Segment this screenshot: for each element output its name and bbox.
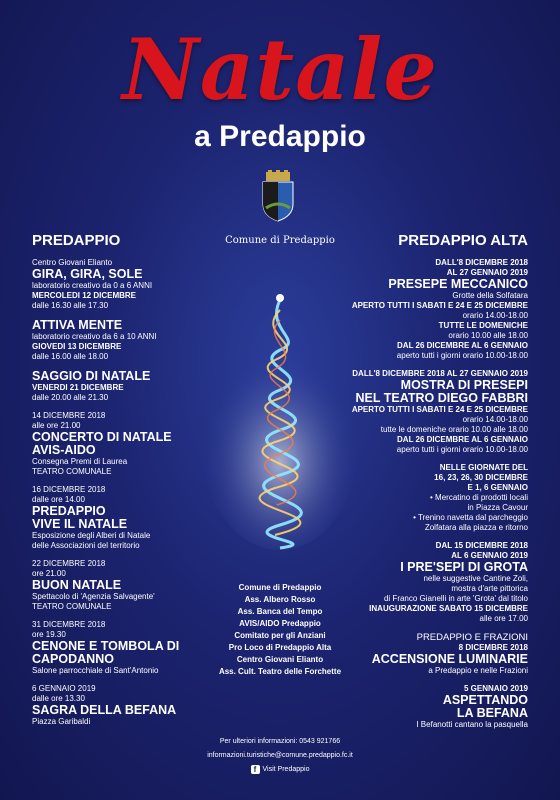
event-schedule: orario 14.00-18.00 [462,415,528,424]
event-schedule: APERTO TUTTI I SABATI E 24 E 25 DICEMBRE [351,301,528,310]
event-time: dalle 16.00 alle 18.00 [32,352,109,361]
event-detail: Esposizione degli Alberi di Natale [32,531,151,540]
event-title: MOSTRA DI PRESEPI [400,378,528,392]
event-day: MERCOLEDI 12 DICEMBRE [32,291,137,300]
event-title: ATTIVA MENTE [32,318,123,332]
right-column-heading: PREDAPPIO ALTA [398,232,528,249]
event-item [318,463,528,533]
event-title: LA BEFANA [456,706,528,720]
event-date: DAL 15 DICEMBRE 2018 [435,541,528,550]
event-detail: laboratorio creativo da 0 a 6 ANNI [32,281,153,290]
event-schedule: in Piazza Cavour [467,503,528,512]
poster-subtitle: a Predappio [194,120,366,153]
event-item [32,684,232,727]
event-date: 16 DICEMBRE 2018 [32,485,106,494]
event-date: NELLE GIORNATE DEL [439,463,528,472]
event-item [32,485,232,551]
info-footer [0,735,560,777]
event-date: 22 DICEMBRE 2018 [32,559,106,568]
event-title: BUON NATALE [32,578,122,592]
event-title: CONCERTO DI NATALE [32,430,172,444]
event-detail: delle Associazioni del territorio [32,541,140,550]
event-title: CENONE E TOMBOLA DI [32,639,180,653]
event-day: GIOVEDI 13 DICEMBRE [32,342,122,351]
town-crest-icon [258,170,298,222]
event-schedule: aperto tutti i giorni orario 10.00-18.00 [396,351,528,360]
facebook-label: Visit Predappio [262,766,310,773]
facebook-icon: f [251,765,260,774]
event-date: DALL'8 DICEMBRE 2018 AL 27 GENNAIO 2019 [352,369,528,378]
event-title: GIRA, GIRA, SOLE [32,267,143,281]
left-column-heading: PREDAPPIO [32,232,121,249]
event-date: 5 GENNAIO 2019 [463,684,528,693]
event-date: alle ore 21.00 [32,421,81,430]
event-title: PREDAPPIO [32,504,106,518]
organizer-name: Ass. Banca del Tempo [237,607,323,616]
event-date: DALL'8 DICEMBRE 2018 [435,258,528,267]
event-date: E 1, 6 GENNAIO [467,483,528,492]
event-date: AL 27 GENNAIO 2019 [446,268,528,277]
event-date: dalle ore 13.30 [32,694,85,703]
event-item [318,258,528,361]
event-day: VENERDI 21 DICEMBRE [32,383,124,392]
event-schedule: orario 14.00-18.00 [462,311,528,320]
event-date: ore 21.00 [32,569,66,578]
event-schedule: nelle suggestive Cantine Zoli, [423,574,528,583]
event-date: AL 6 GENNAIO 2019 [451,551,528,560]
event-detail: Piazza Garibaldi [32,717,91,726]
event-title: ASPETTANDO [442,693,528,707]
event-date: dalle ore 14.00 [32,495,85,504]
event-detail: a Predappio e nelle Frazioni [428,666,528,675]
event-schedule: TUTTE LE DOMENICHE [438,321,528,330]
event-detail: Grotte della Solfatara [452,291,528,300]
event-detail: Consegna Premi di Laurea [32,457,128,466]
event-item [318,369,528,455]
event-title: SAGRA DELLA BEFANA [32,703,177,717]
organizer-name: Pro Loco di Predappio Alta [228,643,332,652]
event-detail: TEATRO COMUNALE [32,602,112,611]
event-date: 14 DICEMBRE 2018 [32,411,106,420]
event-date: ore 19.30 [32,630,66,639]
event-item [32,319,232,362]
event-item [32,370,232,403]
event-item [318,684,528,730]
organizer-name: Comune di Predappio [238,583,322,592]
event-detail: Salone parrocchiale di Sant'Antonio [32,666,159,675]
poster-title: Natale [122,20,438,119]
event-title: PRESEPE MECCANICO [388,277,528,291]
event-title: VIVE IL NATALE [32,517,128,531]
event-schedule: APERTO TUTTI I SABATI E 24 E 25 DICEMBRE [351,405,528,414]
event-title: ACCENSIONE LUMINARIE [371,652,528,666]
event-time: dalle 20.00 alle 21.30 [32,393,109,402]
event-schedule: INAUGURAZIONE SABATO 15 DICEMBRE [369,604,528,613]
event-item [32,258,232,311]
organizer-name: Centro Giovani Elianto [236,655,324,664]
event-schedule: orario 10.00 alle 18.00 [448,331,528,340]
event-schedule: Zolfatara alla piazza e ritorno [424,523,528,532]
event-detail: laboratorio creativo da 6 a 10 ANNI [32,332,157,341]
event-item [32,411,232,477]
event-title: CAPODANNO [32,652,114,666]
event-date: 8 DICEMBRE 2018 [458,643,528,652]
comune-label: Comune di Predappio [225,235,335,246]
event-schedule: aperto tutti i giorni orario 10.00-18.00 [396,445,528,454]
event-date: 16, 23, 26, 30 DICEMBRE [434,473,528,482]
organizer-name: Ass. Albero Rosso [244,595,316,604]
event-schedule: DAL 26 DICEMBRE AL 6 GENNAIO [397,435,528,444]
event-title: NEL TEATRO DIEGO FABBRI [355,391,528,405]
event-detail: TEATRO COMUNALE [32,467,112,476]
event-schedule: • Mercatino di prodotti locali [430,493,528,502]
section-heading: PREDAPPIO E FRAZIONI [416,632,528,643]
facebook-link[interactable] [0,763,560,777]
event-date: 6 GENNAIO 2019 [32,684,96,693]
organizer-name: Ass. Cult. Teatro delle Forchette [218,667,342,676]
event-schedule: DAL 26 DICEMBRE AL 6 GENNAIO [397,341,528,350]
event-time: dalle 16.30 alle 17.30 [32,301,109,310]
event-detail: I Befanotti cantano la pasquella [416,720,528,729]
organizer-name: AVIS/AIDO Predappio [239,619,321,628]
event-detail: Spettacolo di 'Agenzia Salvagente' [32,592,155,601]
info-email[interactable]: informazioni.turistiche@comune.predappio.fc.it [207,752,353,759]
event-schedule: mostra d'arte pittorica [451,584,528,593]
event-schedule: di Franco Gianelli in arte 'Grota' dal titolo [383,594,528,603]
event-date: Centro Giovani Elianto [32,258,113,267]
info-phone: Per ulteriori informazioni: 0543 921766 [219,738,341,745]
event-date: 31 DICEMBRE 2018 [32,620,106,629]
event-schedule: alle ore 17.00 [479,614,528,623]
event-title: AVIS-AIDO [32,443,96,457]
event-title: I PRE'SEPI DI GROTA [400,560,528,574]
organizer-name: Comitato per gli Anziani [234,631,326,640]
event-schedule: tutte le domeniche orario 10.00 alle 18.00 [380,425,528,434]
event-schedule: • Trenino navetta dal parcheggio [413,513,528,522]
event-title: SAGGIO DI NATALE [32,369,151,383]
organizers-list [0,582,560,678]
